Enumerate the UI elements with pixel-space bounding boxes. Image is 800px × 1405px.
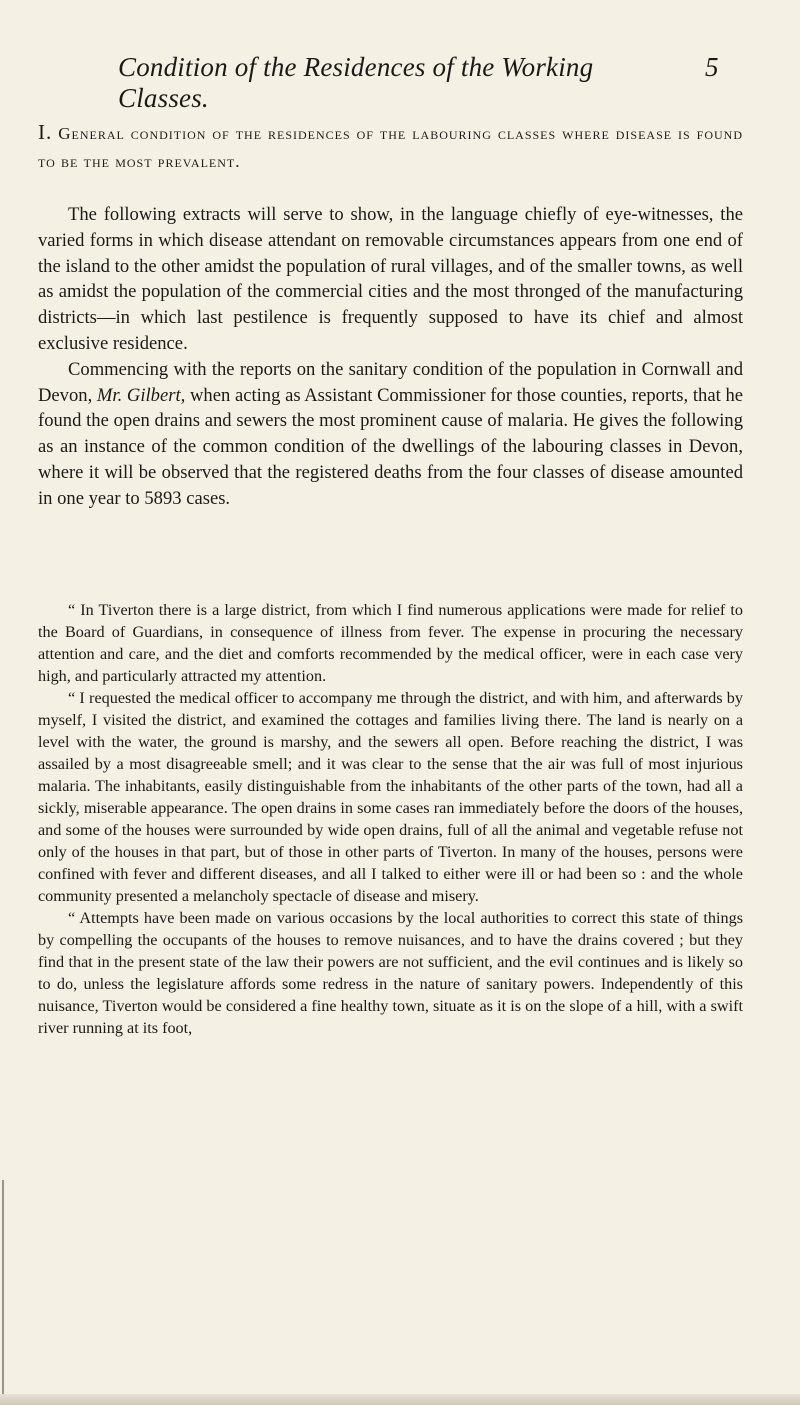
- quote-paragraph: “ Attempts have been made on various occasions by the local authorities to correct this state of things by compelling the occupants of the houses to remove nuisances, and to have the drains covered ; but they find that in the present state of the law their powers are not sufficient, and the evil continues and is likely so to do, unless the legislature affords some redress in the nature of sanitary powers. Independently of this nuisance, Tiverton would be considered a fine healthy town, situate as it is on the slope of a hill, with a swift river running at its foot,: [38, 909, 743, 1037]
- paragraph: [38, 357, 743, 512]
- section-heading-text: General condition of the residences of the labouring classes where disease is found to be the most prevalent.: [38, 124, 744, 171]
- person-name: Mr. Gilbert,: [96, 384, 186, 406]
- paragraph-text: when acting as Assistant Commissioner for those counties, reports, that he found the open drains and sewers the most prominent cause of malaria. He gives the following as an instance of the common condition of the dwellings of the labouring classes in Devon, where it will be observed that the registered deaths from the four classes of disease amounted in one year to 5893 cases.: [38, 384, 743, 509]
- page-bottom-edge: [0, 1394, 800, 1405]
- paragraph: The following extracts will serve to show, in the language chiefly of eye-witnesses, the varied forms in which disease attendant on removable circumstances appears from one end of the island to the other amidst the population of rural villages, and of the smaller towns, as well as amidst the population of the commercial cities and the most thronged of the manufacturing districts—in which last pestilence is frequently supposed to have its chief and almost exclusive residence.: [38, 204, 743, 354]
- section-number: I.: [38, 120, 53, 144]
- quote-paragraph: “ In Tiverton there is a large district, from which I find numerous applications were made for relief to the Board of Guardians, in consequence of illness from fever. The expense in procuring the necessary attention and care, and the diet and comforts recommended by the medical officer, were in each case very high, and particularly attracted my attention.: [38, 601, 743, 685]
- paragraph-text: Commencing with the reports on the sanitary condition of the population in Cornwall and Devon,: [38, 358, 743, 406]
- page-number: 5: [705, 52, 719, 82]
- page-edge-line: [2, 1180, 4, 1400]
- section-heading: [38, 118, 743, 176]
- quote-paragraph: “ I requested the medical officer to accompany me through the district, and with him, and afterwards by myself, I visited the district, and examined the cottages and families living there. The land is nearly on a level with the water, the ground is marshy, and the sewers all open. Before reaching the district, I was assailed by a most disagreeable smell; and it was clear to the sense that the air was full of most injurious malaria. The inhabitants, easily distinguishable from the inhabitants of the other parts of the town, had all a sickly, miserable appearance. The open drains in some cases ran immediately before the doors of the houses, and some of the houses were surrounded by wide open drains, full of all the animal and vegetable refuse not only of the houses in that part, but of those in other parts of Tiverton. In many of the houses, persons were confined with fever and different diseases, and all I talked to either were ill or had been so : and the whole community presented a melancholy spectacle of disease and misery.: [38, 689, 743, 905]
- intro-text: [38, 202, 743, 512]
- running-title: Condition of the Residences of the Working Classes.: [118, 52, 594, 113]
- quoted-report: [38, 599, 743, 1039]
